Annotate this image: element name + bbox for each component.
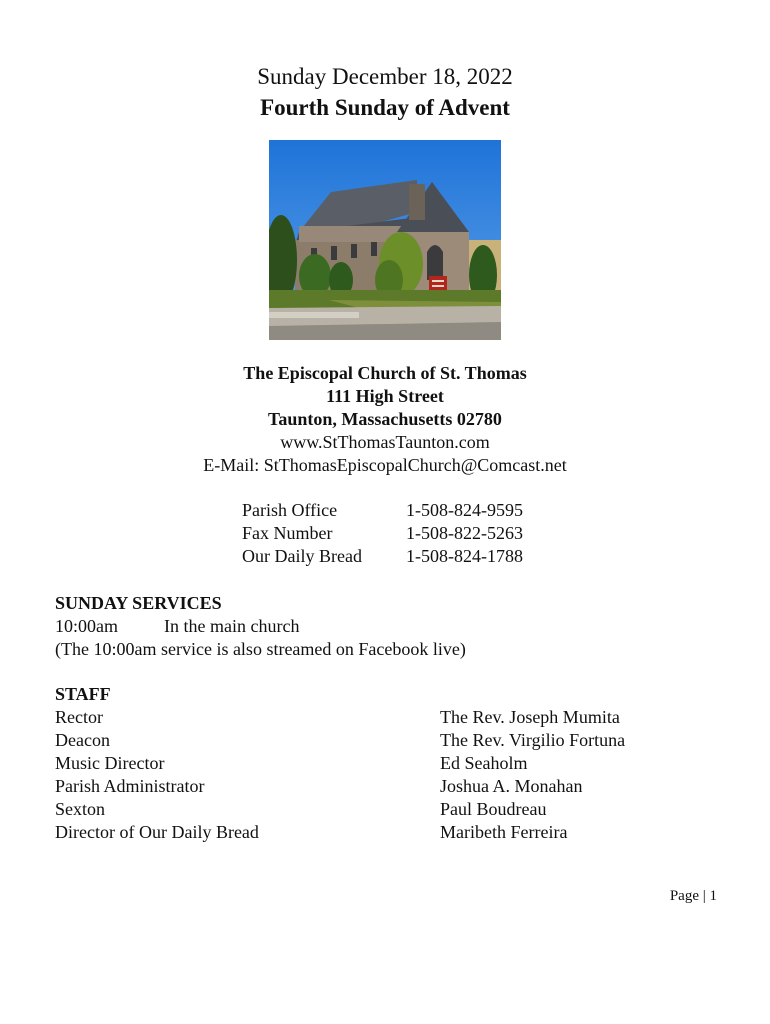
staff-role: Parish Administrator [55,776,205,796]
phone-row [242,522,523,545]
service-date: Sunday December 18, 2022 [257,64,513,89]
staff-role: Rector [55,707,103,727]
staff-role: Sexton [55,799,106,819]
staff-row [55,775,675,798]
phone-number: 1-508-822-5263 [406,523,523,543]
staff-role: Director of Our Daily Bread [55,822,259,842]
staff-heading: STAFF [55,684,111,704]
church-street: 111 High Street [326,386,444,406]
church-email[interactable]: E-Mail: StThomasEpiscopalChurch@Comcast.net [203,455,567,475]
church-website[interactable]: www.StThomasTaunton.com [280,432,490,452]
staff-row [55,729,675,752]
staff-name: Ed Seaholm [440,753,528,773]
service-note: (The 10:00am service is also streamed on Facebook live) [55,639,466,659]
page-number: Page | 1 [669,888,717,904]
staff-role: Music Director [55,753,165,773]
phone-label: Fax Number [242,523,333,543]
church-city: Taunton, Massachusetts 02780 [268,409,502,429]
phone-label: Our Daily Bread [242,546,362,566]
staff-row [55,706,675,729]
staff-role: Deacon [55,730,110,750]
church-name: The Episcopal Church of St. Thomas [243,363,527,383]
church-photo [269,140,501,340]
service-row [55,615,466,638]
staff-row [55,798,675,821]
phone-list [242,499,523,568]
staff-name: Paul Boudreau [440,799,547,819]
phone-number: 1-508-824-9595 [406,500,523,520]
phone-row [242,545,523,568]
church-contact-block [0,362,770,477]
staff-row [55,821,675,844]
staff-name: The Rev. Virgilio Fortuna [440,730,626,750]
service-time: 10:00am [55,616,118,636]
staff-name: Maribeth Ferreira [440,822,568,842]
phone-label: Parish Office [242,500,338,520]
services-heading: SUNDAY SERVICES [55,593,222,613]
staff-row [55,752,675,775]
service-location: In the main church [164,616,300,636]
staff-section [55,683,675,844]
services-section [55,592,466,661]
service-title: Fourth Sunday of Advent [260,95,510,120]
phone-row [242,499,523,522]
staff-name: Joshua A. Monahan [440,776,583,796]
staff-name: The Rev. Joseph Mumita [440,707,620,727]
phone-number: 1-508-824-1788 [406,546,523,566]
